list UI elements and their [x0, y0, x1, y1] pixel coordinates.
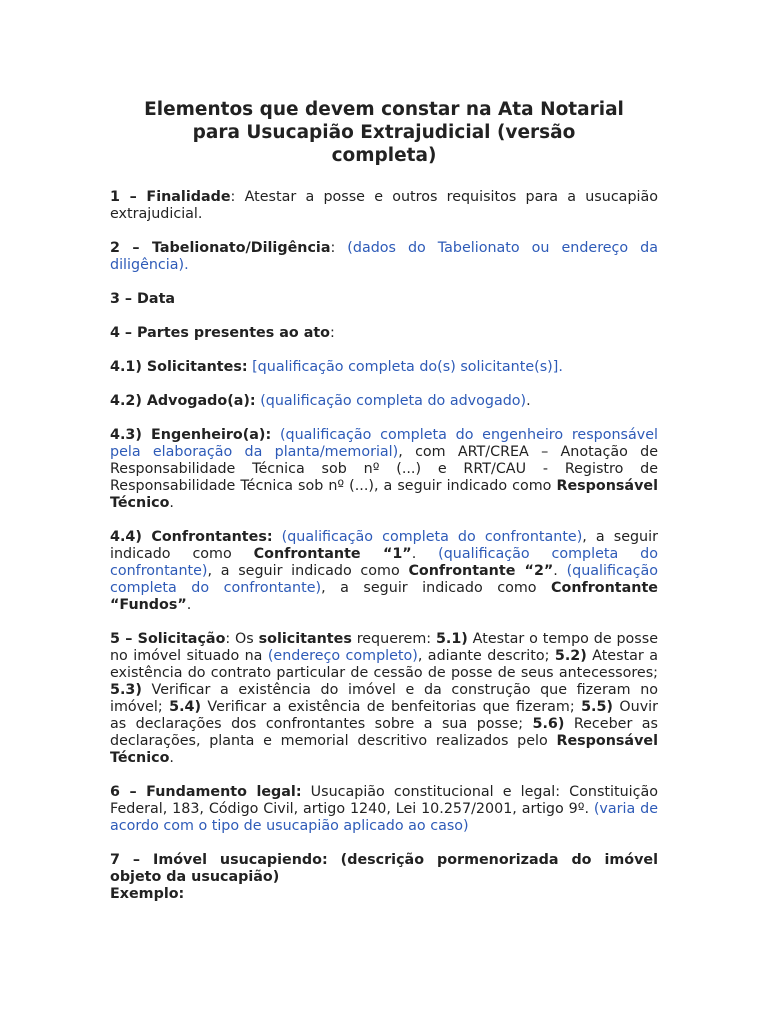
section-tabelionato: [110, 240, 658, 274]
section-text: : Atestar a posse e outros requisitos para a usucapião extrajudicial.: [110, 189, 658, 222]
item-number: 5.3): [110, 682, 142, 698]
section-text: .: [169, 495, 174, 511]
placeholder-text: (endereço completo): [267, 648, 418, 664]
section-partes: [110, 325, 658, 342]
section-text: Usucapião constitucional e legal: Constituição Federal, 183, Código Civil, artigo 1240, Lei 10.257/2001, artigo 9º.: [110, 784, 658, 817]
bold-term: Responsável Técnico: [110, 733, 658, 766]
bold-term: Responsável Técnico: [110, 478, 658, 511]
document-page: [110, 98, 658, 903]
title-line-3: completa): [331, 145, 437, 166]
section-heading: 4.4) Confrontantes:: [110, 529, 273, 545]
section-heading: 4.2) Advogado(a):: [110, 393, 256, 409]
section-solicitantes: [110, 359, 658, 376]
section-text: : Os: [225, 631, 259, 647]
section-heading: 4 – Partes presentes ao ato: [110, 325, 330, 341]
placeholder-text: (varia de acordo com o tipo de usucapião aplicado ao caso): [110, 801, 659, 834]
item-number: 5.4): [169, 699, 201, 715]
section-text: Receber as declarações, planta e memorial descritivo realizados pelo: [110, 716, 659, 749]
section-text: .: [526, 393, 531, 409]
section-fundamento: [110, 784, 658, 835]
item-number: 5.2): [554, 648, 587, 664]
placeholder-text: (qualificação completa do advogado): [260, 393, 527, 409]
placeholder-text: (qualificação completa do engenheiro responsável pela elaboração da planta/memorial): [110, 427, 658, 460]
bold-term: solicitantes: [258, 631, 352, 647]
section-text: , adiante descrito;: [417, 648, 555, 664]
section-text: Atestar o tempo de posse no imóvel situado na: [110, 631, 658, 664]
title-line-2: para Usucapião Extrajudicial (versão: [192, 122, 576, 143]
section-text: Ouvir as declarações dos confrontantes sobre a sua posse;: [110, 699, 658, 732]
section-text: Verificar a existência de benfeitorias que fizeram;: [201, 699, 582, 715]
section-heading: 2 – Tabelionato/Diligência: [110, 240, 331, 256]
section-heading: 4.1) Solicitantes:: [110, 359, 248, 375]
separator: :: [330, 240, 348, 256]
placeholder-text: (dados do Tabelionato ou endereço da diligência).: [110, 240, 658, 273]
section-solicitacao: [110, 631, 658, 767]
section-heading: 5 – Solicitação: [110, 631, 226, 647]
section-text: , a seguir indicado como: [207, 563, 409, 579]
section-data: [110, 291, 658, 308]
placeholder-text: (qualificação completa do confrontante): [110, 563, 658, 596]
section-heading: 7 – Imóvel usucapiendo: (descrição pormenorizada do imóvel objeto da usucapião): [110, 852, 658, 885]
document-title: [110, 98, 658, 167]
section-text: .: [411, 546, 439, 562]
section-text: :: [330, 325, 335, 341]
section-heading: 6 – Fundamento legal:: [110, 784, 302, 800]
bold-term: Confrontante “2”: [408, 563, 554, 579]
section-confrontantes: [110, 529, 658, 614]
item-number: 5.1): [435, 631, 468, 647]
placeholder-text: (qualificação completa do confrontante): [110, 546, 658, 579]
placeholder-text: [qualificação completa do(s) solicitante(s)].: [252, 359, 563, 375]
item-number: 5.6): [532, 716, 565, 732]
section-finalidade: [110, 189, 658, 223]
section-text: , com ART/CREA – Anotação de Responsabilidade Técnica sob nº (...) e RRT/CAU - Registro de Responsabilidade Técnica sob nº (...), a seguir indicado como: [110, 444, 659, 494]
section-text: , a seguir indicado como: [110, 529, 658, 562]
section-text: , a seguir indicado como: [321, 580, 552, 596]
section-heading: 3 – Data: [110, 291, 176, 307]
title-line-1: Elementos que devem constar na Ata Notarial: [144, 99, 624, 120]
section-engenheiro: [110, 427, 658, 512]
placeholder-text: (qualificação completa do confrontante): [281, 529, 583, 545]
section-advogado: [110, 393, 658, 410]
item-number: 5.5): [581, 699, 613, 715]
section-imovel: [110, 852, 658, 886]
section-heading: 4.3) Engenheiro(a):: [110, 427, 272, 443]
section-text: .: [186, 597, 192, 613]
section-text: requerem:: [351, 631, 436, 647]
section-text: Atestar a existência do contrato particular de cessão de posse de seus antecessores;: [110, 648, 658, 681]
bold-term: Confrontante “1”: [253, 546, 412, 562]
bold-term: Confrontante “Fundos”: [110, 580, 658, 613]
section-heading: 1 – Finalidade: [110, 189, 231, 205]
section-text: Verificar a existência do imóvel e da construção que fizeram no imóvel;: [110, 682, 658, 715]
section-text: .: [169, 750, 174, 766]
section-text: .: [553, 563, 567, 579]
example-label: Exemplo:: [110, 886, 185, 902]
